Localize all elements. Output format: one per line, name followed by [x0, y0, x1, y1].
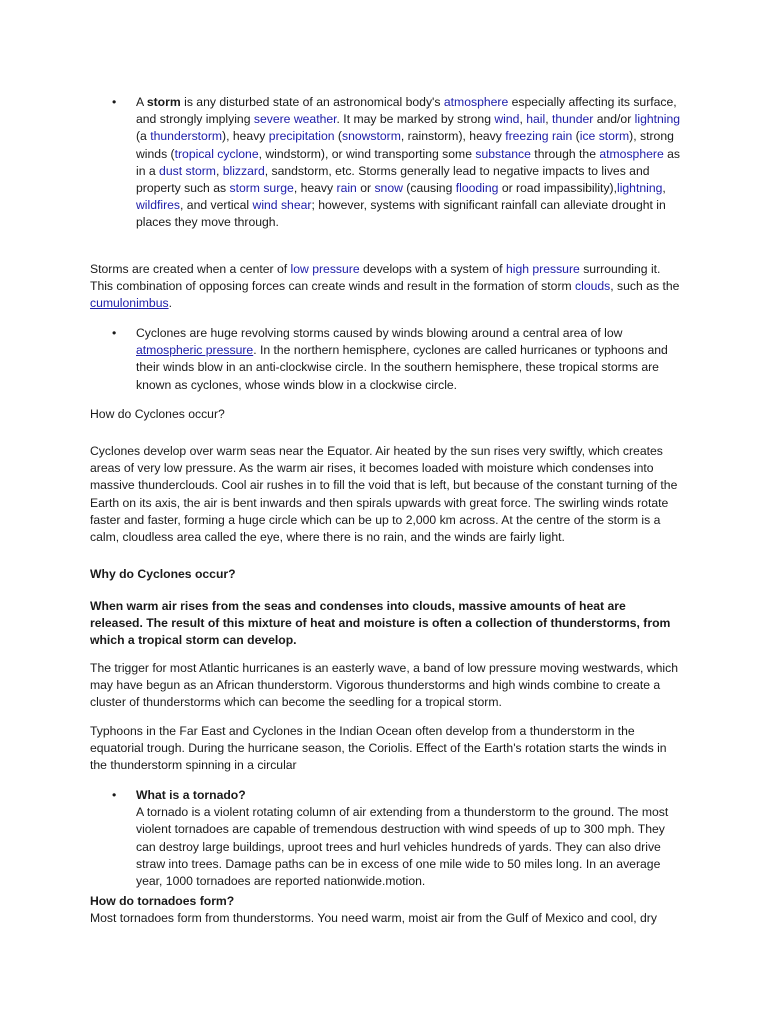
hyperlink[interactable]: storm surge — [229, 181, 294, 196]
text-run: especially affecting its surface, and strongly implying — [136, 95, 677, 127]
storm-formation-paragraph — [90, 261, 680, 313]
hyperlink[interactable]: lightning — [634, 112, 681, 127]
hyperlink[interactable]: blizzard — [222, 163, 265, 178]
why-cyclones-answer — [90, 598, 680, 650]
hyperlink[interactable]: hail — [526, 112, 546, 127]
text-run: , — [519, 112, 527, 127]
question-how-cyclones: How do Cyclones occur? — [90, 407, 225, 421]
hyperlink[interactable]: dust storm — [159, 163, 216, 178]
question-why-text: Why do Cyclones occur? — [90, 567, 236, 581]
text-run: , heavy — [293, 181, 337, 196]
text-run: , rainstorm), heavy — [400, 129, 506, 144]
text-run: as in a — [136, 146, 680, 178]
tornado-formation-section — [90, 893, 680, 927]
text-run: . It may be marked by strong — [336, 112, 495, 127]
text-run: is any disturbed state of an astronomical body's — [180, 95, 444, 109]
tornado-bullet-text — [136, 787, 682, 890]
text-run: (a — [136, 129, 151, 144]
hyperlink[interactable]: precipitation — [268, 129, 335, 144]
text-run: or — [356, 181, 375, 196]
hyperlink[interactable]: low pressure — [290, 262, 360, 276]
hyperlink[interactable]: freezing rain — [505, 129, 573, 144]
tornado-question: What is a tornado? — [136, 788, 246, 802]
hyperlink[interactable]: substance — [475, 146, 531, 161]
text-run: , and vertical — [180, 198, 253, 213]
text-run: A — [136, 95, 147, 109]
text-run: Storms are created when a center of — [90, 262, 291, 276]
hyperlink[interactable]: rain — [336, 181, 357, 196]
cyclone-development-paragraph: Cyclones develop over warm seas near the Equator. Air heated by the sun rises very swiftly, which creates areas of very low pressure. As the warm air rises, it becomes loaded with moisture which condenses into massive thunderclouds. Cool air rushes in to fill the void that is left, but because of the constant turning of the Earth on its axis, the air is bent inwards and then spirals upwards with great force. The swirling winds rotate faster and faster, forming a huge circle which can be up to 2,000 km across. At the centre of the storm is a calm, cloudless area called the eye, where there is no rain, and the winds are fairly light. — [90, 444, 678, 545]
hyperlink[interactable]: severe weather — [253, 112, 337, 127]
text-run: , sandstorm, etc. Storms generally lead to negative impacts to lives and property such as — [136, 163, 650, 196]
text-run: , windstorm), or wind transporting some — [258, 146, 476, 161]
text-run: Cyclones are huge revolving storms caused by winds blowing around a central area of low — [136, 326, 623, 340]
text-run: ), strong winds ( — [136, 129, 674, 161]
hyperlink[interactable]: wildfires — [136, 198, 181, 213]
hyperlink[interactable]: cumulonimbus — [90, 296, 169, 311]
text-run: ( — [334, 129, 342, 144]
hyperlink[interactable]: thunder — [551, 112, 594, 127]
cyclone-definition-bullet — [112, 325, 682, 394]
hyperlink[interactable]: atmosphere — [599, 146, 664, 161]
hyperlink[interactable]: tropical cyclone — [174, 146, 259, 161]
text-run: ; however, systems with significant rainfall can alleviate drought in places they move through. — [136, 198, 666, 230]
text-run: or road impassibility), — [498, 181, 617, 196]
hyperlink[interactable]: atmosphere — [443, 95, 509, 109]
text-run: and/or — [593, 112, 635, 127]
why-cyclones-answer-text: When warm air rises from the seas and condenses into clouds, massive amounts of heat are released. The result of this mixture of heat and moisture is often a collection of thunderstorms, from which a tropical storm can develop. — [90, 599, 671, 648]
bold-term: storm — [146, 95, 181, 109]
typhoons-paragraph: Typhoons in the Far East and Cyclones in the Indian Ocean often develop from a thunderstorm in the equatorial trough. During the hurricane season, the Coriolis. Effect of the Earth's rotation starts the winds in the thunderstorm spinning in a circular — [90, 724, 667, 773]
question-why-cyclones — [90, 566, 680, 583]
text-run: through the — [530, 146, 600, 161]
hyperlink[interactable]: high pressure — [505, 262, 580, 276]
bullet-dot: • — [112, 95, 117, 109]
tornado-description: A tornado is a violent rotating column of air extending from a thunderstorm to the ground. The most violent tornadoes are capable of tremendous destruction with wind speeds of up to 300 mph. They can destroy large buildings, uproot trees and hurl vehicles hundreds of yards. They can also drive straw into trees. Damage paths can be in excess of one mile wide to 50 miles long. In an average year, 1000 tornadoes are reported nationwide.motion. — [136, 805, 669, 889]
text-run: , such as the — [610, 279, 680, 294]
hyperlink[interactable]: ice storm — [579, 129, 630, 144]
hyperlink[interactable]: clouds — [575, 279, 611, 294]
cyclone-definition-text — [136, 325, 682, 394]
text-run: ( — [572, 129, 580, 144]
text-run: surrounding it. This combination of opposing forces can create winds and result in the formation of storm — [90, 262, 661, 294]
text-run: . — [168, 296, 172, 311]
text-run: , — [545, 112, 552, 127]
hyperlink[interactable]: atmospheric pressure — [136, 343, 254, 358]
text-run: , — [662, 181, 666, 196]
storm-definition-text — [136, 94, 682, 232]
text-run: ), heavy — [222, 129, 269, 144]
hyperlink[interactable]: snowstorm — [341, 129, 401, 144]
question-tornado-form: How do tornadoes form? — [90, 894, 235, 908]
tornado-formation-text: Most tornadoes form from thunderstorms. You need warm, moist air from the Gulf of Mexico and cool, dry — [90, 911, 657, 926]
hyperlink[interactable]: wind — [494, 112, 520, 127]
hurricane-trigger-paragraph: The trigger for most Atlantic hurricanes is an easterly wave, a band of low pressure moving westwards, which may have begun as an African thunderstorm. Vigorous thunderstorms and high winds combine to create a cluster of thunderstorms which can become the seedling for a tropical storm. — [90, 661, 678, 710]
text-run: (causing — [402, 181, 456, 196]
tornado-bullet — [112, 787, 682, 890]
text-run: . In the northern hemisphere, cyclones are called hurricanes or typhoons and their winds blow in an anti-clockwise circle. In the southern hemisphere, these tropical storms are known as cyclones, whose winds blow in a clockwise circle. — [136, 343, 668, 392]
text-run: , — [215, 163, 223, 178]
hyperlink[interactable]: wind shear — [252, 198, 312, 213]
hyperlink[interactable]: flooding — [455, 181, 499, 196]
hyperlink[interactable]: thunderstorm — [150, 129, 223, 144]
text-run: develops with a system of — [359, 262, 506, 276]
hyperlink[interactable]: snow — [374, 181, 403, 196]
bullet-dot: • — [112, 326, 117, 340]
bullet-dot: • — [112, 788, 117, 802]
storm-definition-bullet — [112, 94, 682, 232]
hyperlink[interactable]: lightning — [616, 181, 663, 196]
